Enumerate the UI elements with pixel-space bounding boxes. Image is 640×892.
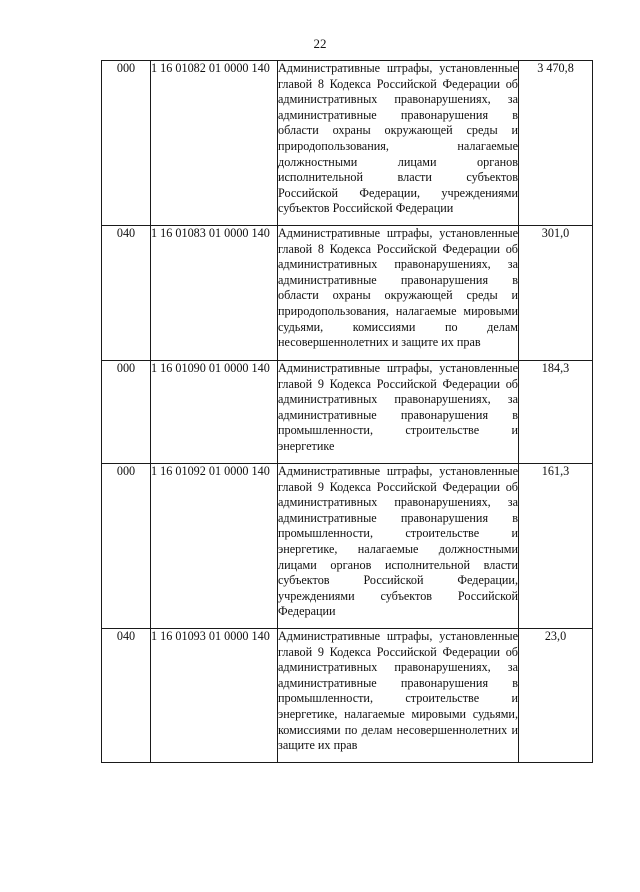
description-cell: Административные штрафы, установленные главой 8 Кодекса Российской Федерации об административных правонарушениях, за административные правонарушения в области охраны окружающей среды и природопользования, налагаемые мировыми судьями, комиссиями по делам несовершеннолетних и защите их прав [278, 226, 519, 361]
table-row [102, 464, 593, 629]
description-cell: Административные штрафы, установленные главой 9 Кодекса Российской Федерации об административных правонарушениях, за административные правонарушения в промышленности, строительстве и энергетике, налагаемые мировыми судьями, комиссиями по делам несовершеннолетних и защите их прав [278, 629, 519, 763]
amount-cell: 301,0 [519, 226, 593, 361]
budget-code-cell: 1 16 01090 01 0000 140 [151, 361, 278, 464]
amount-cell: 161,3 [519, 464, 593, 629]
description-cell: Административные штрафы, установленные главой 8 Кодекса Российской Федерации об административных правонарушениях, за административные правонарушения в области охраны окружающей среды и природопользования, налагаемые должностными лицами органов исполнительной власти субъектов Российской Федерации, учреждениями субъектов Российской Федерации [278, 61, 519, 226]
amount-cell: 23,0 [519, 629, 593, 763]
admin-code-cell: 040 [102, 226, 151, 361]
admin-code-cell: 000 [102, 464, 151, 629]
budget-code-cell: 1 16 01092 01 0000 140 [151, 464, 278, 629]
budget-code-cell: 1 16 01082 01 0000 140 [151, 61, 278, 226]
description-cell: Административные штрафы, установленные главой 9 Кодекса Российской Федерации об административных правонарушениях, за административные правонарушения в промышленности, строительстве и энергетике [278, 361, 519, 464]
budget-code-cell: 1 16 01093 01 0000 140 [151, 629, 278, 763]
budget-revenue-table [101, 60, 593, 763]
table-row [102, 361, 593, 464]
admin-code-cell: 000 [102, 61, 151, 226]
table-row [102, 629, 593, 763]
admin-code-cell: 040 [102, 629, 151, 763]
budget-code-cell: 1 16 01083 01 0000 140 [151, 226, 278, 361]
amount-cell: 3 470,8 [519, 61, 593, 226]
page-number: 22 [313, 36, 327, 51]
admin-code-cell: 000 [102, 361, 151, 464]
amount-cell: 184,3 [519, 361, 593, 464]
table-row [102, 61, 593, 226]
table-row [102, 226, 593, 361]
description-cell: Административные штрафы, установленные главой 9 Кодекса Российской Федерации об административных правонарушениях, за административные правонарушения в промышленности, строительстве и энергетике, налагаемые должностными лицами органов исполнительной власти субъектов Российской Федерации, учреждениями субъектов Российской Федерации [278, 464, 519, 629]
